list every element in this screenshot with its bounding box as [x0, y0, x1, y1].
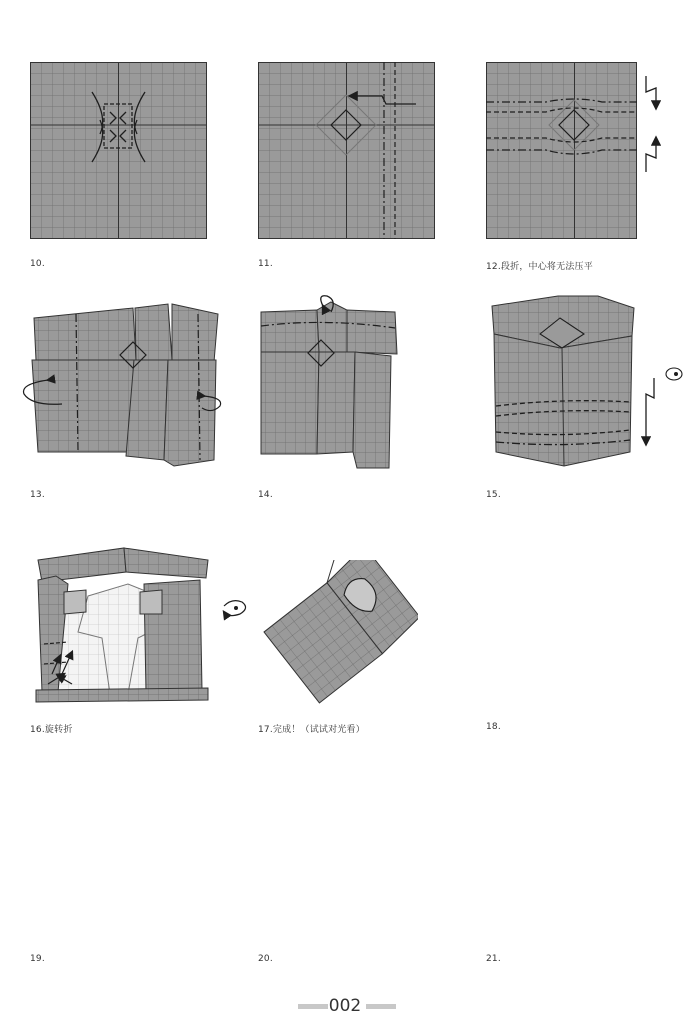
step-12-caption: 12.段折，中心将无法压平 [486, 262, 593, 272]
page-number-block [0, 996, 690, 1018]
step-10-diagram [30, 62, 207, 239]
step-13-caption: 13. [30, 490, 45, 500]
step-20-caption: 20. [258, 954, 273, 964]
step-18-caption: 18. [486, 722, 501, 732]
step-21-caption: 21. [486, 954, 501, 964]
page-number-bar-right [366, 1004, 396, 1009]
step-16-diagram [28, 544, 258, 704]
step-19-caption: 19. [30, 954, 45, 964]
step-14-diagram [255, 292, 405, 470]
step-13-diagram [18, 300, 228, 470]
step-16-caption: 16.旋转折 [30, 725, 73, 735]
step-17-caption: 17.完成！（试试对光看） [258, 725, 365, 735]
step-10-caption: 10. [30, 259, 45, 269]
step-15-diagram [488, 292, 688, 470]
step-11-caption: 11. [258, 259, 273, 269]
step-14-caption: 14. [258, 490, 273, 500]
step-15-caption: 15. [486, 490, 501, 500]
step-12-diagram [486, 62, 666, 239]
step-17-diagram [258, 560, 418, 710]
page-number: 002 [328, 996, 362, 1016]
step-11-diagram [258, 62, 435, 239]
